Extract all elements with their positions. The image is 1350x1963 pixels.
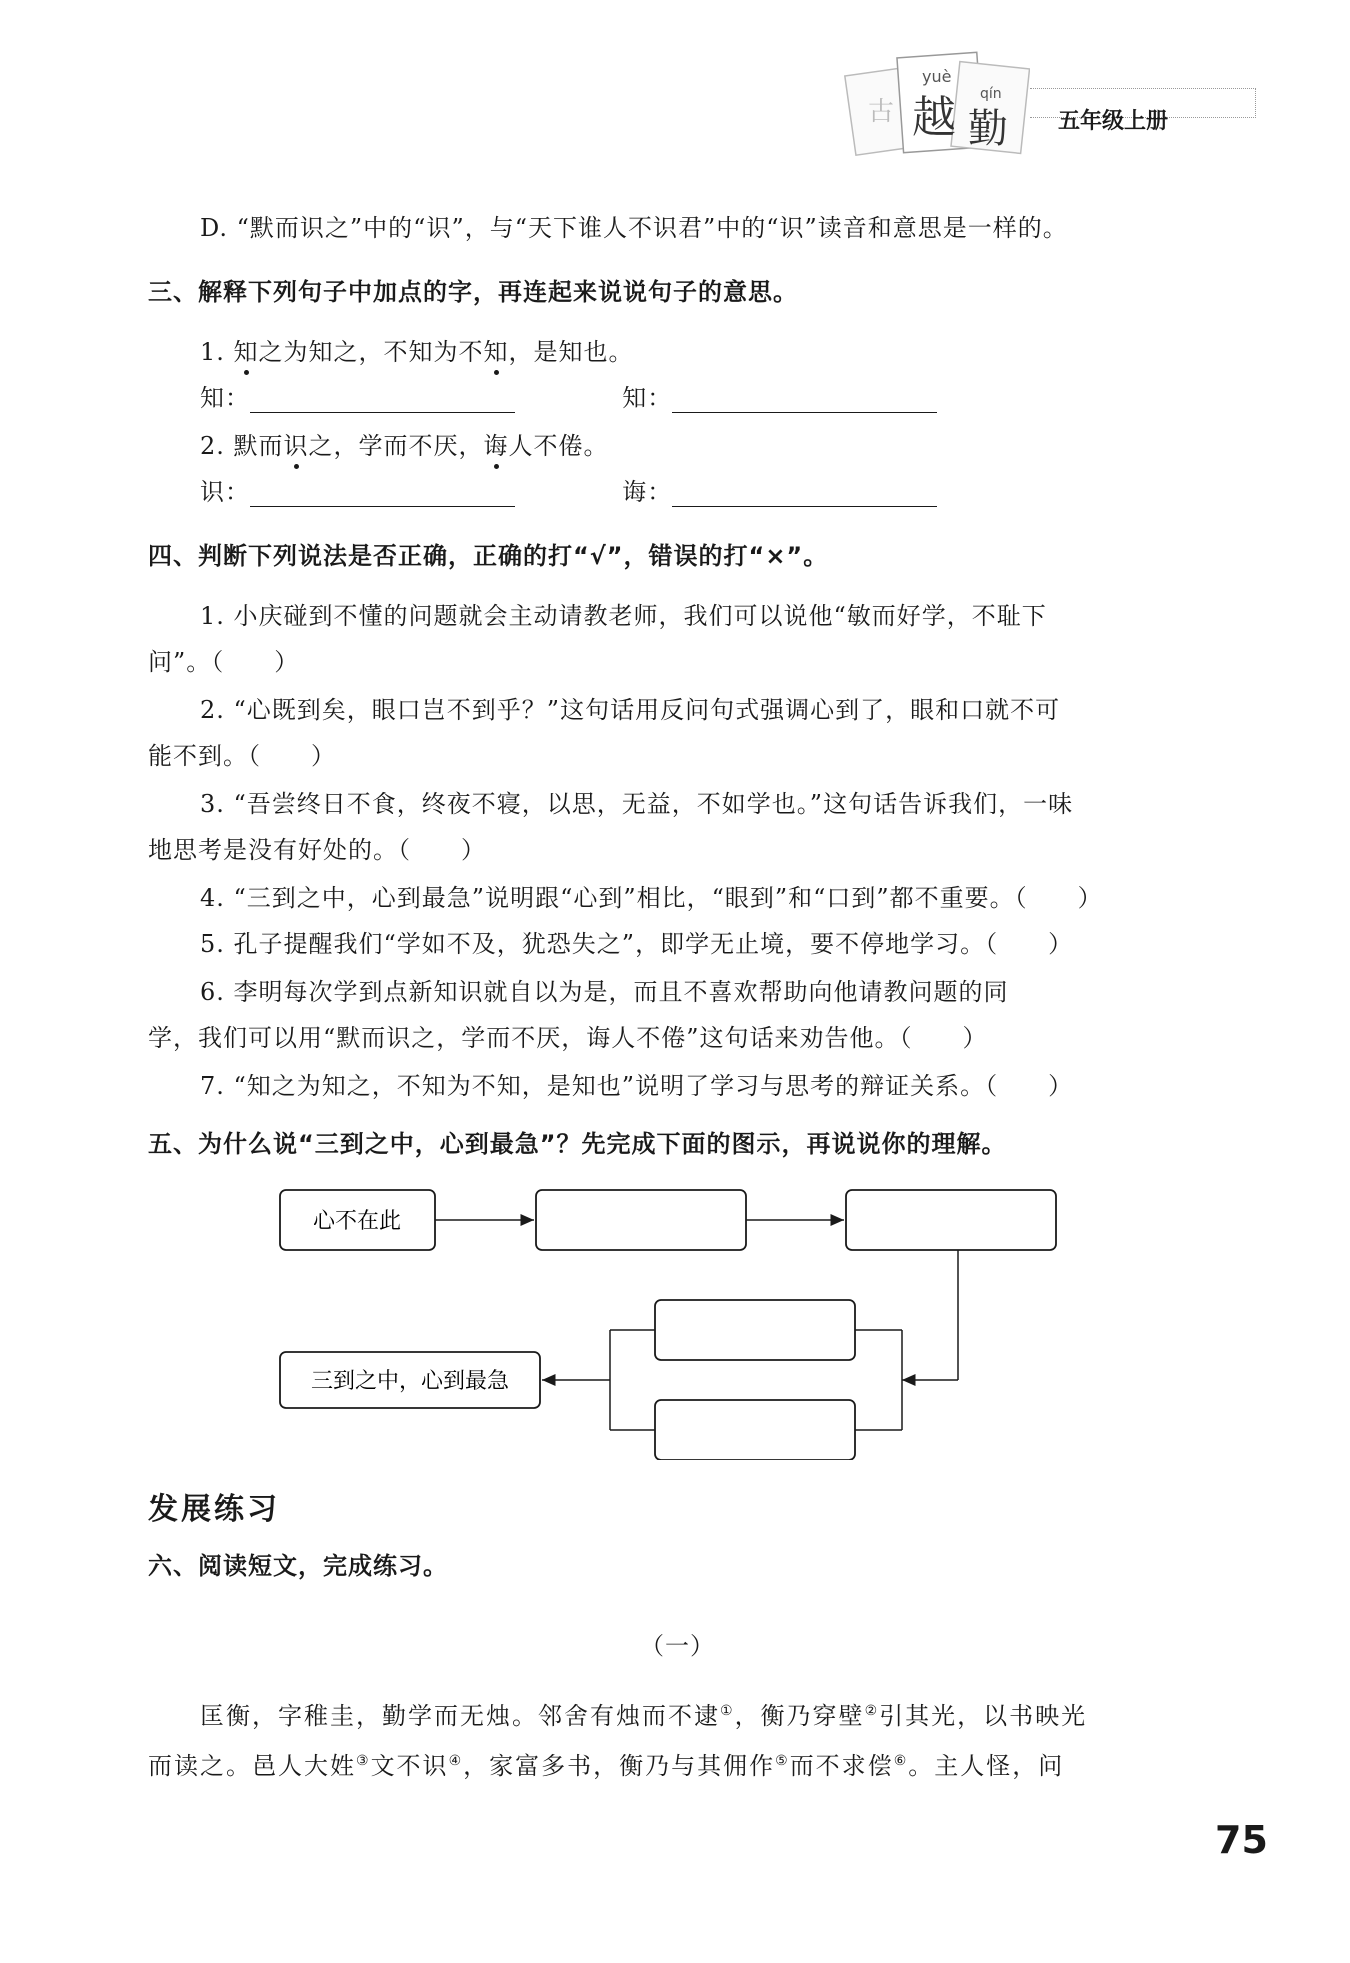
passage-line-2: 而读之。邑人大姓③文不识④，家富多书，衡乃与其佣作⑤而不求偿⑥。主人怪，问 xyxy=(148,1752,1065,1780)
logo-char-1: 越 xyxy=(912,92,956,143)
dotted-char: 诲 xyxy=(484,426,509,461)
footnote-mark: ① xyxy=(720,1703,735,1719)
judge-item-5[interactable]: 5. 孔子提醒我们“学如不及，犹恐失之”，即学无止境，要不停地学习。（ ） xyxy=(200,930,1074,958)
blank-box-4[interactable] xyxy=(655,1400,855,1460)
logo-char-2: 勤 xyxy=(968,106,1008,152)
grade-label: 五年级上册 xyxy=(1058,109,1169,134)
judge-item-6: 6. 李明每次学到点新知识就自以为是，而且不喜欢帮助向他请教问题的同 xyxy=(200,978,1009,1006)
blank-box-3[interactable] xyxy=(655,1300,855,1360)
footnote-mark: ⑤ xyxy=(775,1753,790,1769)
footnote-mark: ④ xyxy=(448,1753,464,1769)
section6-title: 六、阅读短文，完成练习。 xyxy=(148,1552,448,1580)
book-series-logo xyxy=(830,40,1030,170)
section4-title: 四、判断下列说法是否正确，正确的打“√”，错误的打“×”。 xyxy=(148,542,829,570)
dotted-char: 知 xyxy=(484,332,509,367)
judge-item-2-cont[interactable]: 能不到。（ ） xyxy=(148,742,336,770)
logo-char-left: 古 xyxy=(868,97,895,127)
answer-blank[interactable] xyxy=(250,386,515,413)
answer-blank[interactable] xyxy=(672,386,937,413)
judge-item-4[interactable]: 4. “三到之中，心到最急”说明跟“心到”相比，“眼到”和“口到”都不重要。（ ） xyxy=(200,884,1103,912)
section3-sentence-2: 2. 默而识之，学而不厌，诲人不倦。 xyxy=(200,426,609,461)
blank-box-1[interactable] xyxy=(536,1190,746,1250)
answer-row-2: 识： 诲： xyxy=(200,472,937,507)
answer-blank[interactable] xyxy=(250,480,515,507)
section3-title: 三、解释下列句子中加点的字，再连起来说说句子的意思。 xyxy=(148,278,798,306)
passage-part-label: （一） xyxy=(640,1632,715,1660)
footnote-mark: ③ xyxy=(356,1753,371,1769)
box-end-label: 三到之中，心到最急 xyxy=(310,1369,510,1394)
footnote-mark: ② xyxy=(864,1703,880,1719)
answer-blank[interactable] xyxy=(672,480,937,507)
logo-pinyin-1: yuè xyxy=(922,67,952,86)
judge-item-3: 3. “吾尝终日不食，终夜不寝，以思，无益，不如学也。”这句话告诉我们，一味 xyxy=(200,790,1074,818)
section3-sentence-1: 1. 知之为知之，不知为不知，是知也。 xyxy=(200,332,634,367)
judge-item-1: 1. 小庆碰到不懂的问题就会主动请教老师，我们可以说他“敏而好学，不耻下 xyxy=(200,602,1047,630)
judge-item-2: 2. “心既到矣，眼口岂不到乎？”这句话用反问句式强调心到了，眼和口就不可 xyxy=(200,696,1061,724)
flow-diagram xyxy=(270,1180,1070,1460)
dotted-char: 识 xyxy=(284,426,309,461)
judge-item-1-cont[interactable]: 问”。（ ） xyxy=(148,648,300,676)
blank-box-2[interactable] xyxy=(846,1190,1056,1250)
judge-item-6-cont[interactable]: 学，我们可以用“默而识之，学而不厌，诲人不倦”这句话来劝告他。（ ） xyxy=(148,1024,988,1052)
q2-option-d: D. “默而识之”中的“识”，与“天下谁人不识君”中的“识”读音和意思是一样的。 xyxy=(200,214,1068,242)
logo-pinyin-2: qín xyxy=(980,86,1002,102)
develop-practice-title: 发展练习 xyxy=(148,1492,280,1527)
answer-row-1: 知： 知： xyxy=(200,378,937,413)
footnote-mark: ⑥ xyxy=(893,1753,909,1769)
box-start-label: 心不在此 xyxy=(312,1209,402,1234)
passage-line-1: 匡衡，字稚圭，勤学而无烛。邻舍有烛而不逮①，衡乃穿壁②引其光，以书映光 xyxy=(200,1702,1088,1730)
judge-item-7[interactable]: 7. “知之为知之，不知为不知，是知也”说明了学习与思考的辩证关系。（ ） xyxy=(200,1072,1074,1100)
page-number: 75 xyxy=(1215,1818,1268,1862)
judge-item-3-cont[interactable]: 地思考是没有好处的。（ ） xyxy=(148,836,486,864)
section5-title: 五、为什么说“三到之中，心到最急”？先完成下面的图示，再说说你的理解。 xyxy=(148,1130,1007,1158)
dotted-char: 知 xyxy=(234,332,259,367)
